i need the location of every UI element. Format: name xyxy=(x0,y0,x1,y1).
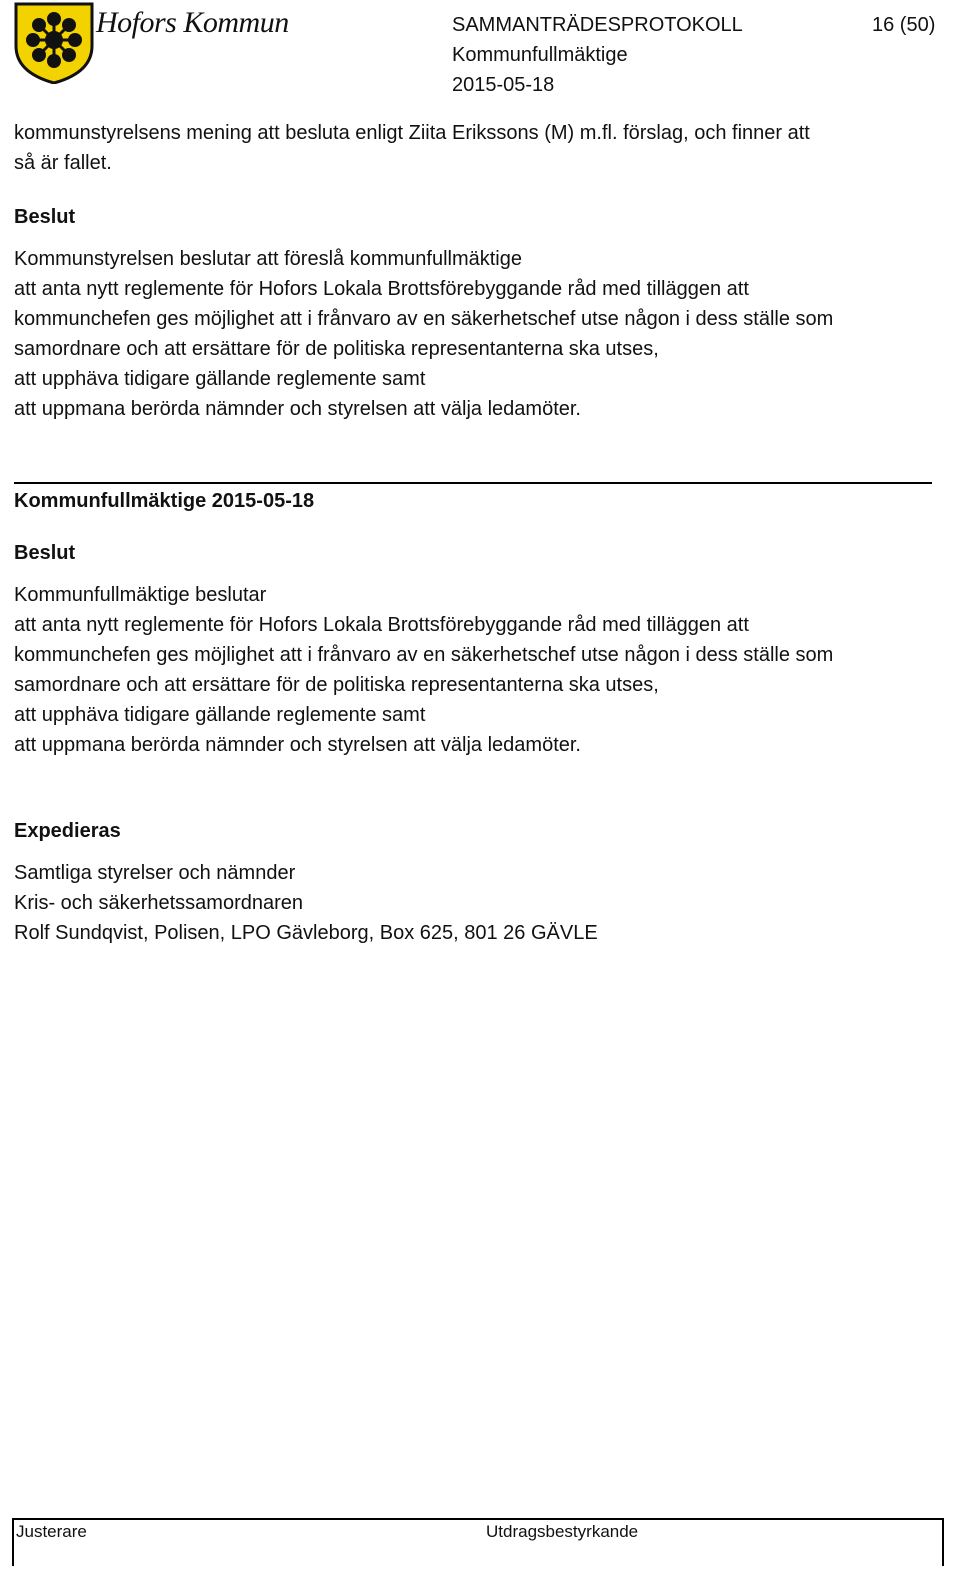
header-body-name: Kommunfullmäktige xyxy=(452,44,628,66)
section-divider xyxy=(14,482,932,484)
ks-beslut-heading: Beslut xyxy=(14,206,76,228)
expedieras-line: Kris- och säkerhetssamordnaren xyxy=(14,892,304,914)
header-date: 2015-05-18 xyxy=(452,74,555,96)
hofors-crest-logo xyxy=(14,2,94,84)
ks-beslut-line: att uppmana berörda nämnder och styrelsen att välja ledamöter. xyxy=(14,398,581,420)
brand-name: Hofors Kommun xyxy=(96,6,289,39)
footer-left-border xyxy=(12,1518,14,1566)
expedieras-heading: Expedieras xyxy=(14,820,121,842)
doc-type: SAMMANTRÄDESPROTOKOLL xyxy=(452,14,743,36)
kf-beslut-line: att anta nytt reglemente för Hofors Lokala Brottsförebyggande råd med tilläggen att xyxy=(14,614,749,636)
expedieras-line: Rolf Sundqvist, Polisen, LPO Gävleborg, Box 625, 801 26 GÄVLE xyxy=(14,922,598,944)
kf-beslut-line: kommunchefen ges möjlighet att i frånvaro av en säkerhetschef utse någon i dess ställe som xyxy=(14,644,834,666)
footer-rule xyxy=(12,1518,944,1520)
ks-beslut-line: att anta nytt reglemente för Hofors Lokala Brottsförebyggande råd med tilläggen att xyxy=(14,278,749,300)
kf-section-title: Kommunfullmäktige 2015-05-18 xyxy=(14,490,315,512)
expedieras-line: Samtliga styrelser och nämnder xyxy=(14,862,296,884)
justerare-label: Justerare xyxy=(16,1522,87,1541)
ks-beslut-line: samordnare och att ersättare för de politiska representanterna ska utses, xyxy=(14,338,659,360)
ks-beslut-line: Kommunstyrelsen beslutar att föreslå kommunfullmäktige xyxy=(14,248,522,270)
page-number: 16 (50) xyxy=(872,14,936,36)
kf-beslut-line: att upphäva tidigare gällande reglemente samt xyxy=(14,704,426,726)
ks-beslut-line: att upphäva tidigare gällande reglemente samt xyxy=(14,368,426,390)
intro-line: så är fallet. xyxy=(14,152,112,174)
utdragsbestyrkande-label: Utdragsbestyrkande xyxy=(486,1522,639,1541)
footer-right-border xyxy=(942,1518,944,1566)
kf-beslut-line: att uppmana berörda nämnder och styrelsen att välja ledamöter. xyxy=(14,734,581,756)
kf-beslut-line: samordnare och att ersättare för de politiska representanterna ska utses, xyxy=(14,674,659,696)
kf-beslut-line: Kommunfullmäktige beslutar xyxy=(14,584,267,606)
intro-line: kommunstyrelsens mening att besluta enligt Ziita Erikssons (M) m.fl. förslag, och finner att xyxy=(14,122,810,144)
ks-beslut-line: kommunchefen ges möjlighet att i frånvaro av en säkerhetschef utse någon i dess ställe som xyxy=(14,308,834,330)
kf-beslut-heading: Beslut xyxy=(14,542,76,564)
